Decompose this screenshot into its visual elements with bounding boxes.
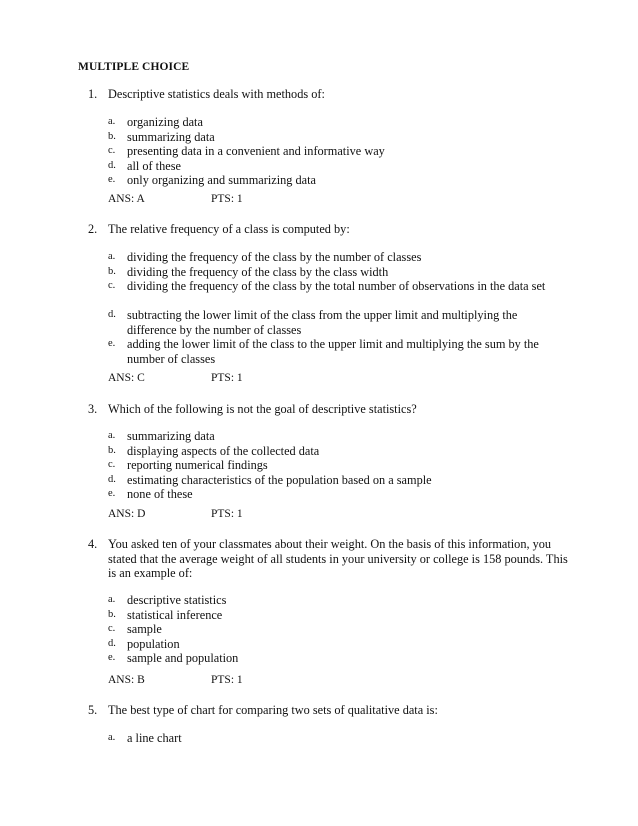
option-letter: c. bbox=[108, 145, 116, 156]
option-text: presenting data in a convenient and informative way bbox=[127, 144, 385, 158]
option-text: dividing the frequency of the class by the number of classes bbox=[127, 250, 422, 264]
answer-key: ANS: D bbox=[108, 508, 146, 520]
question-number: 2. bbox=[88, 222, 98, 236]
option-text: only organizing and summarizing data bbox=[127, 173, 316, 187]
option-e bbox=[0, 337, 638, 366]
option-letter: b. bbox=[108, 608, 116, 620]
option-letter: a. bbox=[108, 251, 116, 262]
question-number: 4. bbox=[88, 537, 98, 551]
question-text: You asked ten of your classmates about their weight. On the basis of this information, you stated that the average weight of all students in your university or college is 158 pounds. This is an example of: bbox=[108, 537, 568, 580]
option-text: dividing the frequency of the class by the class width bbox=[127, 264, 389, 279]
option-text: reporting numerical findings bbox=[127, 458, 268, 472]
answer-key: ANS: C bbox=[108, 372, 145, 384]
option-letter: a. bbox=[108, 732, 116, 743]
section-title: MULTIPLE CHOICE bbox=[78, 61, 190, 73]
option-letter: b. bbox=[108, 130, 116, 142]
option-c bbox=[0, 144, 638, 159]
question-number: 5. bbox=[88, 703, 98, 717]
option-text: sample bbox=[127, 622, 162, 636]
option-letter: a. bbox=[108, 116, 116, 127]
option-d bbox=[0, 637, 638, 652]
option-d bbox=[0, 308, 638, 337]
option-letter: b. bbox=[108, 444, 116, 456]
option-c bbox=[0, 458, 638, 473]
option-c bbox=[0, 279, 638, 308]
option-a bbox=[0, 115, 638, 130]
question-text: The best type of chart for comparing two sets of qualitative data is: bbox=[108, 703, 438, 717]
option-b bbox=[0, 130, 638, 145]
answer-line bbox=[0, 193, 638, 207]
option-letter: c. bbox=[108, 280, 116, 291]
option-text: subtracting the lower limit of the class from the upper limit and multiplying the difference by the number of classes bbox=[127, 308, 518, 337]
option-text: none of these bbox=[127, 487, 193, 501]
option-letter: b. bbox=[108, 265, 116, 277]
question-number: 3. bbox=[88, 402, 98, 416]
option-text: organizing data bbox=[127, 115, 203, 129]
option-letter: e. bbox=[108, 338, 116, 349]
option-a bbox=[0, 429, 638, 444]
options-list bbox=[0, 250, 638, 366]
option-letter: e. bbox=[108, 488, 116, 499]
option-text: sample and population bbox=[127, 651, 239, 665]
options-list bbox=[0, 731, 638, 746]
answer-line bbox=[0, 674, 638, 688]
option-letter: a. bbox=[108, 430, 116, 441]
question-text: Which of the following is not the goal of descriptive statistics? bbox=[108, 402, 417, 416]
option-c bbox=[0, 622, 638, 637]
option-letter: d. bbox=[108, 309, 116, 320]
option-b bbox=[0, 444, 638, 459]
option-b bbox=[0, 265, 638, 280]
options-list bbox=[0, 115, 638, 188]
option-letter: e. bbox=[108, 652, 116, 663]
option-letter: c. bbox=[108, 459, 116, 470]
options-list bbox=[0, 429, 638, 502]
answer-line bbox=[0, 372, 638, 386]
option-a bbox=[0, 593, 638, 608]
option-text: descriptive statistics bbox=[127, 593, 227, 607]
option-text: all of these bbox=[127, 158, 181, 173]
answer-key: ANS: B bbox=[108, 674, 145, 686]
option-text: adding the lower limit of the class to the upper limit and multiplying the sum by the number of classes bbox=[127, 337, 539, 366]
option-d bbox=[0, 159, 638, 174]
points: PTS: 1 bbox=[211, 372, 243, 384]
option-b bbox=[0, 608, 638, 623]
option-letter: c. bbox=[108, 623, 116, 634]
option-letter: d. bbox=[108, 473, 116, 485]
option-letter: d. bbox=[108, 159, 116, 171]
option-d bbox=[0, 473, 638, 488]
option-text: statistical inference bbox=[127, 607, 223, 622]
option-e bbox=[0, 651, 638, 666]
answer-line bbox=[0, 508, 638, 522]
option-letter: e. bbox=[108, 174, 116, 185]
options-list bbox=[0, 593, 638, 666]
option-text: displaying aspects of the collected data bbox=[127, 443, 320, 458]
points: PTS: 1 bbox=[211, 193, 243, 205]
option-e bbox=[0, 487, 638, 502]
question-number: 1. bbox=[88, 87, 98, 101]
option-text: a line chart bbox=[127, 731, 182, 745]
option-text: dividing the frequency of the class by the total number of observations in the data set bbox=[127, 279, 546, 293]
answer-key: ANS: A bbox=[108, 193, 145, 205]
points: PTS: 1 bbox=[211, 508, 243, 520]
option-letter: d. bbox=[108, 637, 116, 649]
option-a bbox=[0, 731, 638, 746]
option-e bbox=[0, 173, 638, 188]
option-text: population bbox=[127, 636, 180, 651]
question-text: Descriptive statistics deals with methods of: bbox=[108, 87, 325, 101]
question-text: The relative frequency of a class is computed by: bbox=[108, 222, 350, 236]
option-text: summarizing data bbox=[127, 429, 215, 443]
option-a bbox=[0, 250, 638, 265]
option-letter: a. bbox=[108, 594, 116, 605]
option-text: summarizing data bbox=[127, 129, 215, 144]
option-text: estimating characteristics of the population based on a sample bbox=[127, 472, 432, 487]
points: PTS: 1 bbox=[211, 674, 243, 686]
